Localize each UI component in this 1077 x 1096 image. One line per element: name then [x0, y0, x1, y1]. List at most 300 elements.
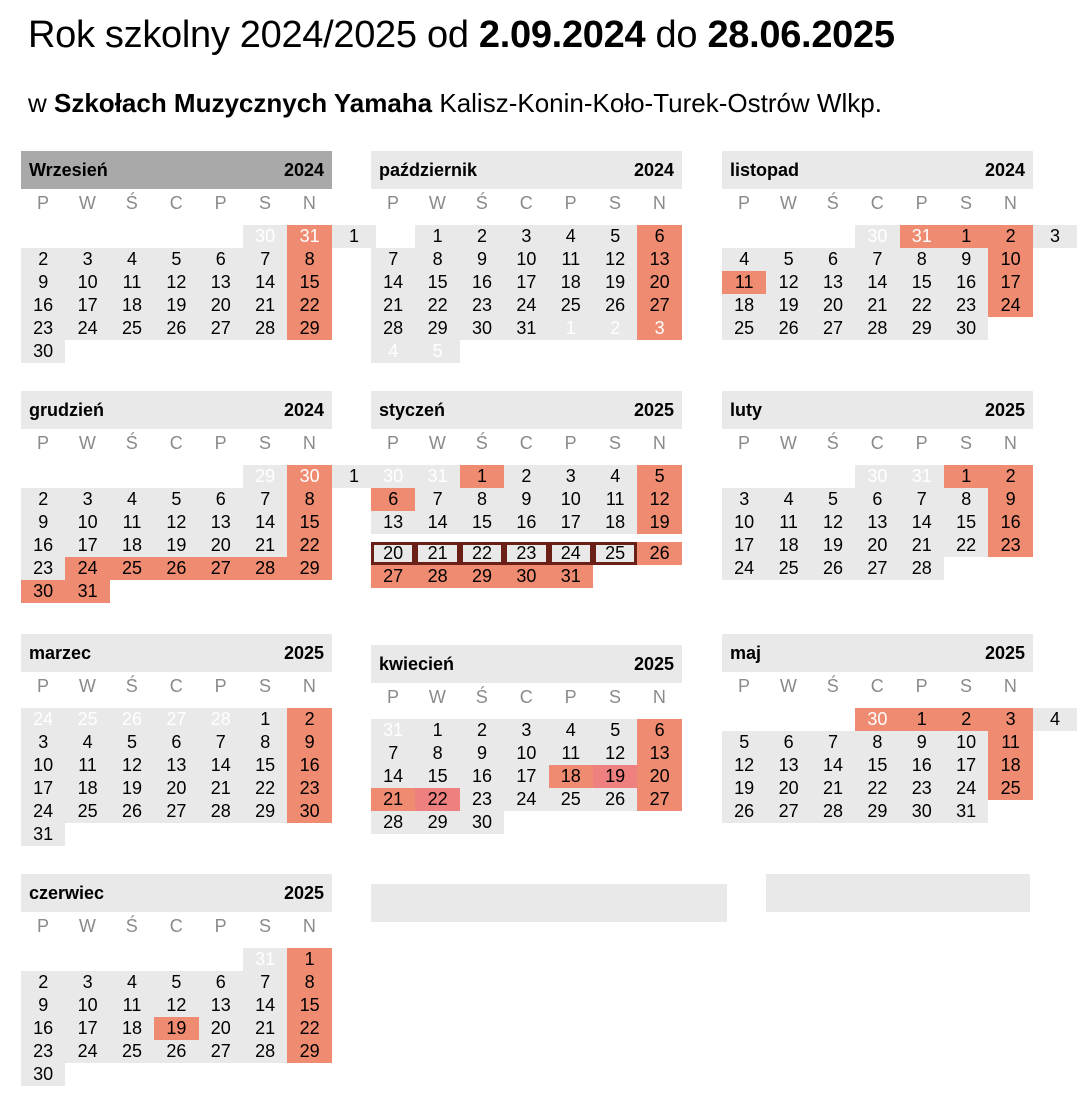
day-cell: 9	[504, 488, 548, 511]
day-cell: 5	[593, 719, 637, 742]
day-cell: 1	[332, 465, 376, 488]
day-cell: 19	[593, 271, 637, 294]
day-cell: 21	[811, 777, 855, 800]
day-cell: 18	[549, 271, 593, 294]
month-year: 2025	[633, 400, 674, 420]
day-cell: 30	[855, 225, 899, 248]
day-cell: 31	[243, 948, 287, 971]
day-cell: 11	[988, 731, 1032, 754]
day-cell: 20	[855, 534, 899, 557]
day-cell: 29	[243, 465, 287, 488]
day-cell: 1	[460, 465, 504, 488]
day-cell: 25	[110, 317, 154, 340]
day-cell: 20	[199, 534, 243, 557]
day-cell: 31	[415, 465, 459, 488]
day-cell: 14	[900, 511, 944, 534]
day-cell: 20	[199, 294, 243, 317]
day-cell: 26	[722, 800, 766, 823]
day-cell: 5	[811, 488, 855, 511]
day-cell: 20	[154, 777, 198, 800]
day-cell: 26	[811, 557, 855, 580]
day-cell: 13	[199, 994, 243, 1017]
day-cell: 1	[900, 708, 944, 731]
day-cell: 3	[988, 708, 1032, 731]
month-name: marzec	[29, 643, 92, 663]
day-cell: 15	[287, 511, 331, 534]
day-cell: 21	[415, 542, 459, 565]
day-cell: 10	[65, 994, 109, 1017]
day-cell: 23	[900, 777, 944, 800]
day-cell: 24	[65, 557, 109, 580]
day-cell: 18	[110, 294, 154, 317]
day-cell: 22	[415, 294, 459, 317]
day-cell: 27	[199, 1040, 243, 1063]
weekday-label: Ś	[125, 193, 138, 213]
day-cell: 20	[637, 765, 681, 788]
day-cell: 5	[154, 248, 198, 271]
day-cell: 9	[460, 742, 504, 765]
day-cell: 10	[549, 488, 593, 511]
day-cell: 15	[287, 271, 331, 294]
month-name: maj	[730, 643, 762, 663]
weekday-label: P	[214, 433, 227, 453]
day-cell: 17	[504, 765, 548, 788]
day-cell: 31	[504, 317, 548, 340]
day-cell: 8	[415, 248, 459, 271]
day-cell: 7	[415, 488, 459, 511]
day-cell: 20	[371, 542, 415, 565]
day-cell: 31	[549, 565, 593, 588]
day-cell: 13	[811, 271, 855, 294]
day-cell: 31	[900, 225, 944, 248]
weekday-label: W	[779, 433, 797, 453]
day-cell: 29	[287, 317, 331, 340]
weekday-label: Ś	[125, 676, 138, 696]
page-subtitle: w Szkołach Muzycznych Yamaha Kalisz-Konin-Koło-Turek-Ostrów Wlkp.	[28, 88, 882, 118]
day-cell: 10	[944, 731, 988, 754]
day-cell: 23	[287, 777, 331, 800]
weekday-label: W	[78, 433, 96, 453]
day-cell: 22	[855, 777, 899, 800]
day-cell: 22	[460, 542, 504, 565]
day-cell: 4	[549, 225, 593, 248]
weekday-label: N	[302, 193, 316, 213]
weekday-label: P	[214, 676, 227, 696]
day-cell: 10	[504, 248, 548, 271]
day-cell: 14	[855, 271, 899, 294]
day-cell: 26	[154, 557, 198, 580]
day-cell: 23	[21, 557, 65, 580]
day-cell: 24	[988, 294, 1032, 317]
day-cell: 16	[900, 754, 944, 777]
day-cell: 1	[243, 708, 287, 731]
day-cell: 15	[900, 271, 944, 294]
day-cell: 5	[154, 971, 198, 994]
weekday-label: P	[915, 433, 928, 453]
day-cell: 20	[637, 271, 681, 294]
day-cell: 5	[766, 248, 810, 271]
day-cell: 13	[637, 248, 681, 271]
month-name: styczeń	[379, 400, 446, 420]
day-cell: 30	[855, 708, 899, 731]
day-cell: 19	[154, 1017, 198, 1040]
day-cell: 14	[415, 511, 459, 534]
day-cell: 30	[855, 465, 899, 488]
day-cell: 17	[65, 1017, 109, 1040]
day-cell: 1	[415, 225, 459, 248]
day-cell: 12	[637, 488, 681, 511]
day-cell: 22	[900, 294, 944, 317]
day-cell: 15	[287, 994, 331, 1017]
day-cell: 4	[371, 340, 415, 363]
weekday-label: C	[169, 433, 183, 453]
month-header	[722, 151, 1033, 189]
day-cell: 12	[593, 742, 637, 765]
month-year: 2024	[283, 400, 324, 420]
weekday-label: C	[169, 193, 183, 213]
weekday-label: W	[779, 676, 797, 696]
day-cell: 30	[460, 811, 504, 834]
day-cell: 19	[154, 534, 198, 557]
day-cell: 3	[504, 225, 548, 248]
day-cell: 12	[154, 511, 198, 534]
weekday-label: P	[36, 916, 49, 936]
day-cell: 26	[110, 800, 154, 823]
day-cell: 30	[21, 340, 65, 363]
day-cell: 30	[504, 565, 548, 588]
weekday-label: P	[214, 916, 227, 936]
day-cell: 14	[199, 754, 243, 777]
day-cell: 28	[371, 317, 415, 340]
day-cell: 26	[766, 317, 810, 340]
day-cell: 21	[371, 294, 415, 317]
day-cell: 4	[110, 488, 154, 511]
day-cell: 31	[371, 719, 415, 742]
day-cell: 12	[110, 754, 154, 777]
day-cell: 5	[593, 225, 637, 248]
weekday-label: S	[959, 433, 972, 453]
weekday-label: W	[78, 193, 96, 213]
day-cell: 13	[154, 754, 198, 777]
month-year: 2025	[283, 883, 324, 903]
day-cell: 3	[504, 719, 548, 742]
day-cell: 25	[593, 542, 637, 565]
day-cell: 8	[287, 248, 331, 271]
day-cell: 6	[199, 248, 243, 271]
day-cell: 11	[593, 488, 637, 511]
month-header	[21, 874, 332, 912]
day-cell: 21	[855, 294, 899, 317]
day-cell: 18	[593, 511, 637, 534]
month-name: Wrzesień	[29, 160, 108, 180]
weekday-label: N	[302, 916, 316, 936]
day-cell: 22	[415, 788, 459, 811]
weekday-label: W	[78, 916, 96, 936]
day-cell: 10	[722, 511, 766, 534]
day-cell: 18	[722, 294, 766, 317]
day-cell: 19	[637, 511, 681, 534]
day-cell: 26	[637, 542, 681, 565]
day-cell: 8	[900, 248, 944, 271]
day-cell: 7	[811, 731, 855, 754]
day-cell: 30	[21, 580, 65, 603]
weekday-label: P	[386, 687, 399, 707]
day-cell: 28	[199, 708, 243, 731]
weekday-label: W	[779, 193, 797, 213]
day-cell: 22	[287, 1017, 331, 1040]
weekday-label: C	[870, 193, 884, 213]
day-cell: 13	[766, 754, 810, 777]
day-cell: 2	[593, 317, 637, 340]
weekday-label: N	[302, 433, 316, 453]
weekday-label: P	[36, 193, 49, 213]
day-cell: 2	[287, 708, 331, 731]
day-cell: 31	[21, 823, 65, 846]
day-cell: 19	[593, 765, 637, 788]
day-cell: 27	[199, 317, 243, 340]
day-cell: 19	[154, 294, 198, 317]
day-cell: 11	[549, 742, 593, 765]
day-cell: 18	[110, 1017, 154, 1040]
month-year: 2024	[283, 160, 324, 180]
day-cell: 12	[766, 271, 810, 294]
day-cell: 25	[549, 294, 593, 317]
month-name: grudzień	[29, 400, 104, 420]
day-cell: 23	[460, 788, 504, 811]
weekday-label: C	[870, 433, 884, 453]
weekday-label: P	[737, 433, 750, 453]
day-cell: 30	[287, 800, 331, 823]
month-year: 2025	[984, 400, 1025, 420]
day-cell: 31	[287, 225, 331, 248]
weekday-label: W	[78, 676, 96, 696]
day-cell: 2	[944, 708, 988, 731]
day-cell: 26	[154, 1040, 198, 1063]
day-cell: 6	[371, 488, 415, 511]
weekday-label: P	[36, 676, 49, 696]
month-year: 2025	[984, 643, 1025, 663]
day-cell: 24	[21, 708, 65, 731]
weekday-label: Ś	[826, 433, 839, 453]
day-cell: 25	[65, 800, 109, 823]
weekday-label: C	[870, 676, 884, 696]
day-cell: 16	[460, 271, 504, 294]
day-cell: 23	[988, 534, 1032, 557]
day-cell: 9	[21, 994, 65, 1017]
day-cell: 3	[65, 488, 109, 511]
day-cell: 9	[21, 511, 65, 534]
month-year: 2025	[283, 643, 324, 663]
day-cell: 28	[900, 557, 944, 580]
empty-box	[766, 874, 1030, 912]
weekday-label: Ś	[475, 687, 488, 707]
day-cell: 8	[855, 731, 899, 754]
day-cell: 12	[154, 994, 198, 1017]
day-cell: 24	[504, 788, 548, 811]
day-cell: 28	[371, 811, 415, 834]
day-cell: 29	[415, 811, 459, 834]
day-cell: 4	[593, 465, 637, 488]
weekday-label: S	[258, 193, 271, 213]
day-cell: 13	[199, 271, 243, 294]
day-cell: 26	[593, 788, 637, 811]
day-cell: 5	[415, 340, 459, 363]
day-cell: 29	[900, 317, 944, 340]
day-cell: 7	[243, 971, 287, 994]
day-cell: 2	[504, 465, 548, 488]
month-header	[722, 634, 1033, 672]
day-cell: 6	[637, 225, 681, 248]
day-cell: 4	[110, 248, 154, 271]
day-cell: 7	[855, 248, 899, 271]
day-cell: 3	[549, 465, 593, 488]
month-header	[371, 391, 682, 429]
weekday-label: P	[386, 433, 399, 453]
weekday-label: P	[564, 433, 577, 453]
day-cell: 22	[243, 777, 287, 800]
day-cell: 25	[549, 788, 593, 811]
day-cell: 9	[988, 488, 1032, 511]
day-cell: 9	[287, 731, 331, 754]
month-year: 2024	[633, 160, 674, 180]
weekday-label: P	[564, 193, 577, 213]
weekday-label: Ś	[826, 676, 839, 696]
day-cell: 16	[21, 1017, 65, 1040]
month-header	[722, 391, 1033, 429]
weekday-label: N	[1003, 676, 1017, 696]
day-cell: 23	[504, 542, 548, 565]
day-cell: 31	[900, 465, 944, 488]
day-cell: 21	[371, 788, 415, 811]
day-cell: 25	[110, 557, 154, 580]
day-cell: 23	[21, 317, 65, 340]
day-cell: 6	[199, 488, 243, 511]
day-cell: 6	[766, 731, 810, 754]
weekday-label: S	[608, 687, 621, 707]
day-cell: 15	[944, 511, 988, 534]
day-cell: 15	[243, 754, 287, 777]
day-cell: 18	[549, 765, 593, 788]
day-cell: 12	[811, 511, 855, 534]
month-name: listopad	[730, 160, 800, 180]
weekday-label: C	[169, 916, 183, 936]
day-cell: 19	[766, 294, 810, 317]
day-cell: 22	[287, 294, 331, 317]
day-cell: 10	[988, 248, 1032, 271]
day-cell: 7	[243, 248, 287, 271]
day-cell: 30	[460, 317, 504, 340]
day-cell: 17	[65, 294, 109, 317]
day-cell: 17	[722, 534, 766, 557]
month-header	[21, 391, 332, 429]
day-cell: 15	[460, 511, 504, 534]
day-cell: 4	[110, 971, 154, 994]
day-cell: 11	[65, 754, 109, 777]
day-cell: 26	[110, 708, 154, 731]
day-cell: 1	[944, 225, 988, 248]
day-cell: 18	[110, 534, 154, 557]
day-cell: 2	[460, 719, 504, 742]
day-cell: 28	[855, 317, 899, 340]
day-cell: 12	[154, 271, 198, 294]
day-cell: 13	[199, 511, 243, 534]
weekday-label: S	[608, 433, 621, 453]
day-cell: 16	[21, 294, 65, 317]
month-year: 2024	[984, 160, 1025, 180]
weekday-label: W	[428, 433, 446, 453]
day-cell: 3	[65, 248, 109, 271]
day-cell: 28	[243, 1040, 287, 1063]
day-cell: 22	[287, 534, 331, 557]
day-cell: 6	[154, 731, 198, 754]
day-cell: 14	[243, 271, 287, 294]
day-cell: 25	[110, 1040, 154, 1063]
day-cell: 13	[855, 511, 899, 534]
day-cell: 27	[199, 557, 243, 580]
day-cell: 30	[243, 225, 287, 248]
month-header	[21, 634, 332, 672]
weekday-label: C	[519, 193, 533, 213]
weekday-label: S	[258, 916, 271, 936]
weekday-label: N	[652, 687, 666, 707]
day-cell: 24	[65, 317, 109, 340]
day-cell: 16	[287, 754, 331, 777]
day-cell: 3	[1033, 225, 1077, 248]
day-cell: 23	[460, 294, 504, 317]
day-cell: 27	[154, 708, 198, 731]
day-cell: 11	[110, 511, 154, 534]
day-cell: 24	[504, 294, 548, 317]
day-cell: 8	[287, 971, 331, 994]
day-cell: 21	[243, 1017, 287, 1040]
day-cell: 31	[944, 800, 988, 823]
weekday-label: Ś	[826, 193, 839, 213]
weekday-label: N	[652, 193, 666, 213]
weekday-label: N	[652, 433, 666, 453]
day-cell: 30	[21, 1063, 65, 1086]
day-cell: 7	[199, 731, 243, 754]
day-cell: 18	[65, 777, 109, 800]
weekday-label: S	[959, 193, 972, 213]
day-cell: 30	[900, 800, 944, 823]
day-cell: 15	[415, 765, 459, 788]
day-cell: 19	[811, 534, 855, 557]
day-cell: 28	[415, 565, 459, 588]
day-cell: 9	[460, 248, 504, 271]
day-cell: 29	[243, 800, 287, 823]
day-cell: 28	[811, 800, 855, 823]
day-cell: 4	[65, 731, 109, 754]
weekday-label: P	[737, 193, 750, 213]
day-cell: 4	[549, 719, 593, 742]
day-cell: 2	[460, 225, 504, 248]
day-cell: 2	[21, 248, 65, 271]
day-cell: 5	[722, 731, 766, 754]
weekday-label: P	[915, 193, 928, 213]
day-cell: 2	[988, 225, 1032, 248]
day-cell: 3	[722, 488, 766, 511]
weekday-label: C	[169, 676, 183, 696]
day-cell: 30	[371, 465, 415, 488]
day-cell: 9	[944, 248, 988, 271]
day-cell: 16	[21, 534, 65, 557]
day-cell: 14	[811, 754, 855, 777]
weekday-label: N	[302, 676, 316, 696]
day-cell: 5	[154, 488, 198, 511]
day-cell: 31	[65, 580, 109, 603]
day-cell: 6	[811, 248, 855, 271]
weekday-label: P	[737, 676, 750, 696]
